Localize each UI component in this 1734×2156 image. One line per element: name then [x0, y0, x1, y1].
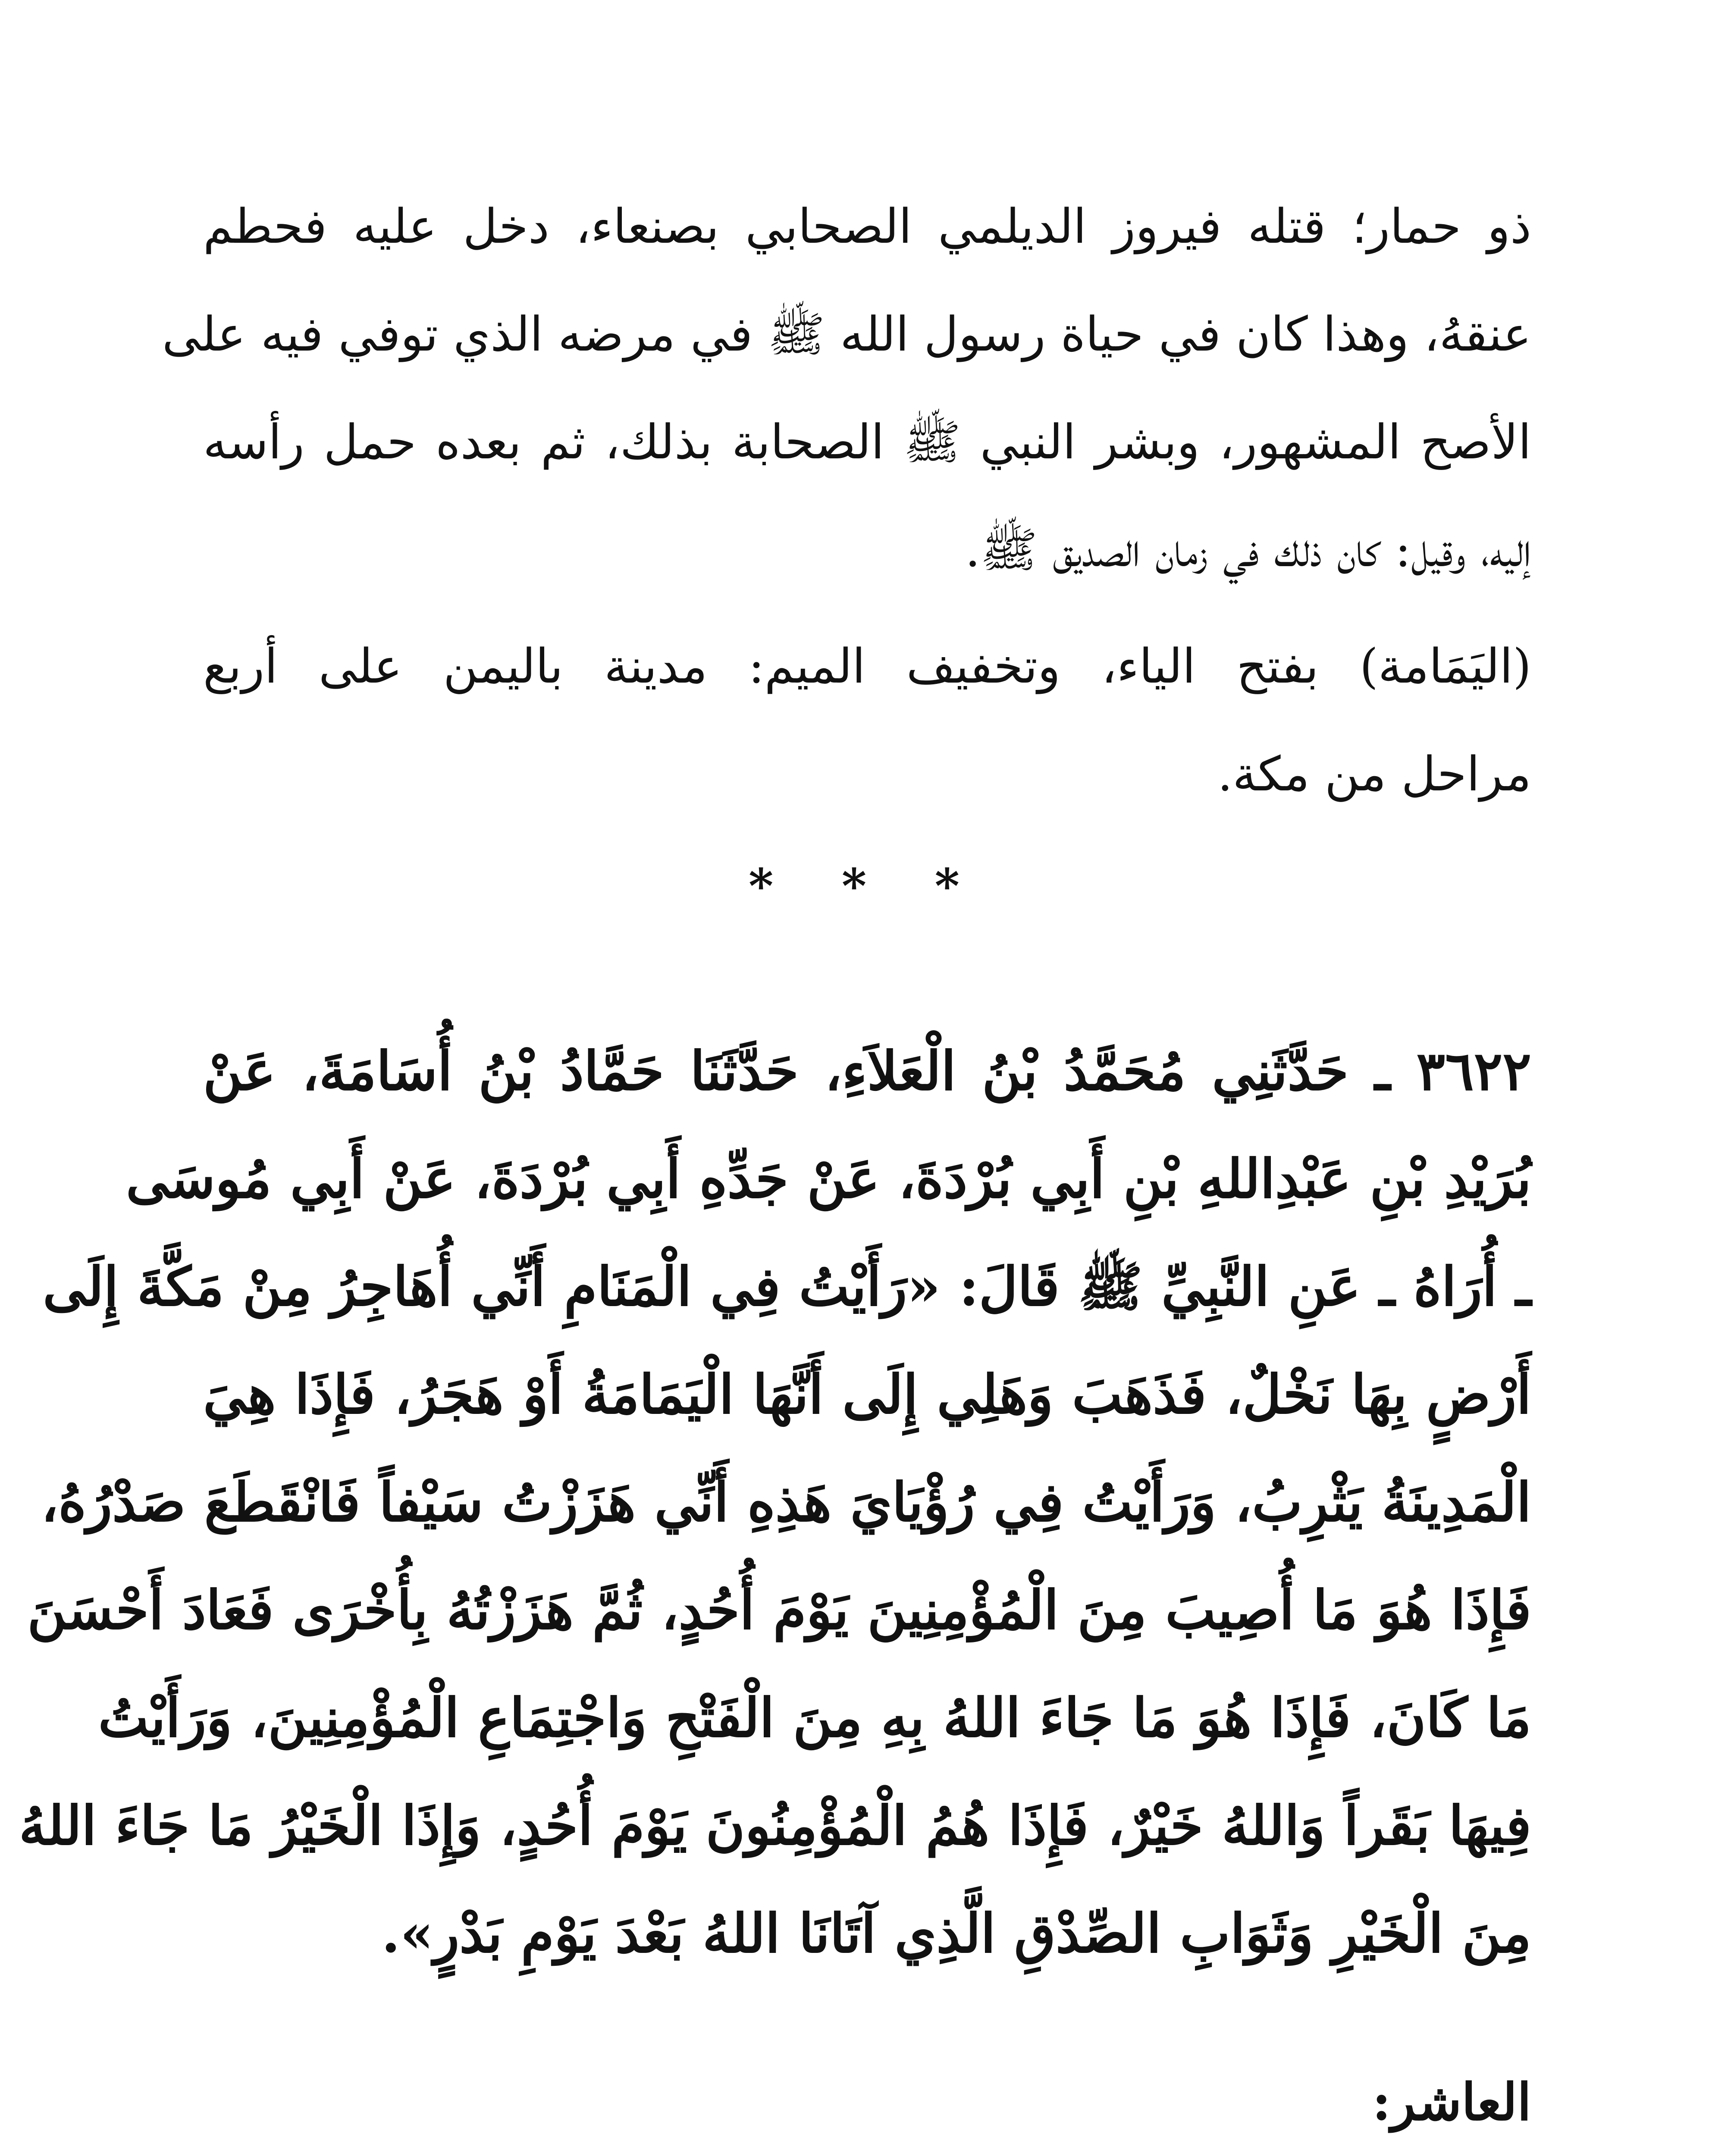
- hadith-line-6: فَإِذَا هُوَ مَا أُصِيبَ مِنَ الْمُؤْمِنِينَ يَوْمَ أُحُدٍ، ثُمَّ هَزَزْتُهُ بِأُخْرَى فَعَادَ أَحْسَنَ: [27, 1579, 1531, 1642]
- hadith-line-1: ٣٦٢٢ ـ حَدَّثَنِي مُحَمَّدُ بْنُ الْعَلاَءِ، حَدَّثَنَا حَمَّادُ بْنُ أُسَامَةَ، عَنْ: [203, 1040, 1531, 1103]
- commentary-line-1: ذو حمار؛ قتله فيروز الديلمي الصحابي بصنعاء، دخل عليه فحطم: [203, 199, 1532, 254]
- commentary-line-3: الأصح المشهور، وبشر النبي ﷺ الصحابة بذلك، ثم بعده حمل رأسه: [203, 414, 1531, 470]
- hadith-line-7: مَا كَانَ، فَإِذَا هُوَ مَا جَاءَ اللهُ بِهِ مِنَ الْفَتْحِ وَاجْتِمَاعِ الْمُؤْمِنِينَ، وَرَأَيْتُ: [98, 1687, 1531, 1749]
- commentary-line-6: مراحل من مكة.: [1217, 746, 1531, 802]
- hadith-line-8: فِيهَا بَقَراً وَاللهُ خَيْرٌ، فَإِذَا هُمُ الْمُؤْمِنُونَ يَوْمَ أُحُدٍ، وَإِذَا الْخَيْرُ مَا جَاءَ اللهُ: [19, 1795, 1531, 1857]
- hadith-line-9: مِنَ الْخَيْرِ وَثَوَابِ الصِّدْقِ الَّذِي آتَانَا اللهُ بَعْدَ يَوْمِ بَدْرٍ».: [381, 1902, 1531, 1965]
- hadith-line-2: بُرَيْدِ بْنِ عَبْدِاللهِ بْنِ أَبِي بُرْدَةَ، عَنْ جَدِّهِ أَبِي بُرْدَةَ، عَنْ أَبِي مُوسَى: [125, 1148, 1531, 1210]
- section-heading: العاشر:: [1372, 2072, 1531, 2132]
- commentary-line-4: إليه، وقيل: كان ذلك في زمان الصديق ﷺ.: [965, 522, 1531, 577]
- hadith-line-4: أَرْضٍ بِهَا نَخْلٌ، فَذَهَبَ وَهَلِي إِلَى أَنَّهَا الْيَمَامَةُ أَوْ هَجَرُ، فَإِذَا هِيَ: [203, 1363, 1531, 1426]
- hadith-line-3: ـ أُرَاهُ ـ عَنِ النَّبِيِّ ﷺ قَالَ: «رَأَيْتُ فِي الْمَنَامِ أَنِّي أُهَاجِرُ مِنْ مَكَّةَ إِلَى: [43, 1256, 1531, 1318]
- commentary-line-5: (اليَمَامة) بفتح الياء، وتخفيف الميم: مدينة باليمن على أربع: [203, 639, 1531, 694]
- commentary-line-2: عنقهُ، وهذا كان في حياة رسول الله ﷺ في مرضه الذي توفي فيه على: [162, 307, 1531, 362]
- hadith-line-5: الْمَدِينَةُ يَثْرِبُ، وَرَأَيْتُ فِي رُؤْيَايَ هَذِهِ أَنِّي هَزَزْتُ سَيْفاً فَانْقَطَعَ صَدْرُهُ،: [41, 1471, 1531, 1534]
- section-separator: * * *: [748, 858, 986, 914]
